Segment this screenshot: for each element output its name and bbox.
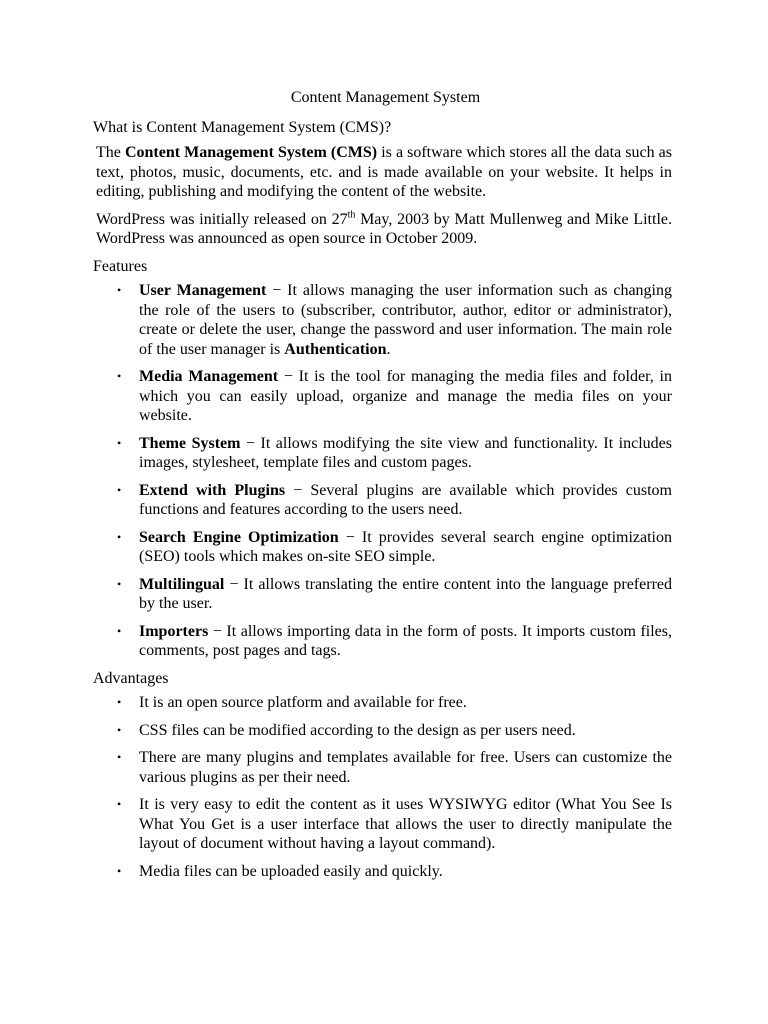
advantage-item [93, 795, 672, 854]
intro-prefix: The [96, 144, 125, 161]
advantage-text: There are many plugins and templates available for free. Users can customize the various plugins as per their need. [139, 749, 672, 786]
feature-description: − It is the tool for managing the media files and folder, in which you can easily upload, organize and manage the media files on your website. [139, 368, 672, 424]
feature-term: Media Management [139, 368, 279, 385]
feature-item [93, 622, 672, 661]
intro-rest: is a software which stores all the data such as text, photos, music, documents, etc. and is made available on your website. It helps in editing, publishing and modifying the content of the website. [96, 144, 672, 200]
bullet-icon: • [117, 435, 122, 450]
wordpress-after: May, 2003 by Matt Mullenweg and Mike Little. WordPress was announced as open source in October 2009. [96, 210, 672, 247]
bullet-icon: • [117, 369, 122, 383]
feature-end: . [386, 340, 391, 358]
bullet-icon: • [117, 576, 122, 591]
advantage-text: It is an open source platform and available for free. [139, 694, 467, 711]
bullet-icon: • [117, 529, 122, 544]
feature-term: Importers [139, 622, 209, 640]
advantage-text: It is very easy to edit the content as it uses WYSIWYG editor (What You See Is What You Get is a user interface that allows the user to directly manipulate the layout of document without having a layout command). [139, 796, 672, 852]
feature-description: − It allows modifying the site view and functionality. It includes images, stylesheet, template files and custom pages. [139, 434, 672, 471]
feature-description: − It allows managing the user information such as changing the role of the users to (subscriber, contributor, author, editor or administrator), create or delete the user, change the password and user information. The main role of the user manager is [139, 282, 673, 358]
advantage-text: CSS files can be modified according to the design as per users need. [139, 721, 576, 739]
intro-paragraph [96, 143, 672, 202]
bullet-icon: • [117, 283, 122, 297]
feature-item [93, 528, 672, 567]
feature-description: − Several plugins are available which provides custom functions and features according to the users need. [139, 481, 673, 518]
wordpress-before: WordPress was initially released on 27 [96, 210, 348, 228]
feature-term: User Management [139, 282, 267, 299]
advantage-item [93, 748, 672, 787]
features-heading: Features [93, 257, 148, 275]
advantages-list [93, 693, 672, 881]
bullet-icon: • [117, 722, 122, 737]
feature-item [93, 367, 672, 426]
intro-bold-term: Content Management System (CMS) [124, 144, 378, 161]
features-list [93, 281, 672, 661]
feature-bold-end: Authentication [284, 340, 387, 358]
advantages-heading: Advantages [93, 669, 169, 687]
feature-description: − It allows importing data in the form of posts. It imports custom files, comments, post pages and tags. [139, 622, 672, 659]
wordpress-paragraph [96, 210, 672, 249]
document-title: Content Management System [290, 89, 481, 106]
feature-item [93, 481, 672, 520]
feature-description: − It provides several search engine optimization (SEO) tools which makes on-site SEO simple. [139, 528, 672, 565]
feature-term: Extend with Plugins [139, 481, 286, 499]
feature-term: Multilingual [139, 575, 225, 593]
bullet-icon: • [117, 482, 122, 497]
feature-term: Search Engine Optimization [139, 528, 339, 546]
section-question: What is Content Management System (CMS)? [93, 118, 392, 136]
feature-item [93, 575, 672, 614]
bullet-icon: • [117, 750, 122, 764]
advantage-item [93, 721, 672, 741]
bullet-icon: • [117, 623, 122, 638]
feature-term: Theme System [139, 434, 241, 452]
feature-item [93, 434, 672, 473]
feature-description: − It allows translating the entire content into the language preferred by the user. [139, 575, 672, 612]
feature-item [93, 281, 672, 359]
advantage-item [93, 862, 672, 882]
bullet-icon: • [117, 797, 122, 811]
advantage-text: Media files can be uploaded easily and quickly. [139, 862, 443, 880]
bullet-icon: • [117, 863, 122, 878]
wordpress-sup: th [347, 209, 356, 221]
bullet-icon: • [117, 695, 122, 709]
advantage-item [93, 693, 672, 713]
